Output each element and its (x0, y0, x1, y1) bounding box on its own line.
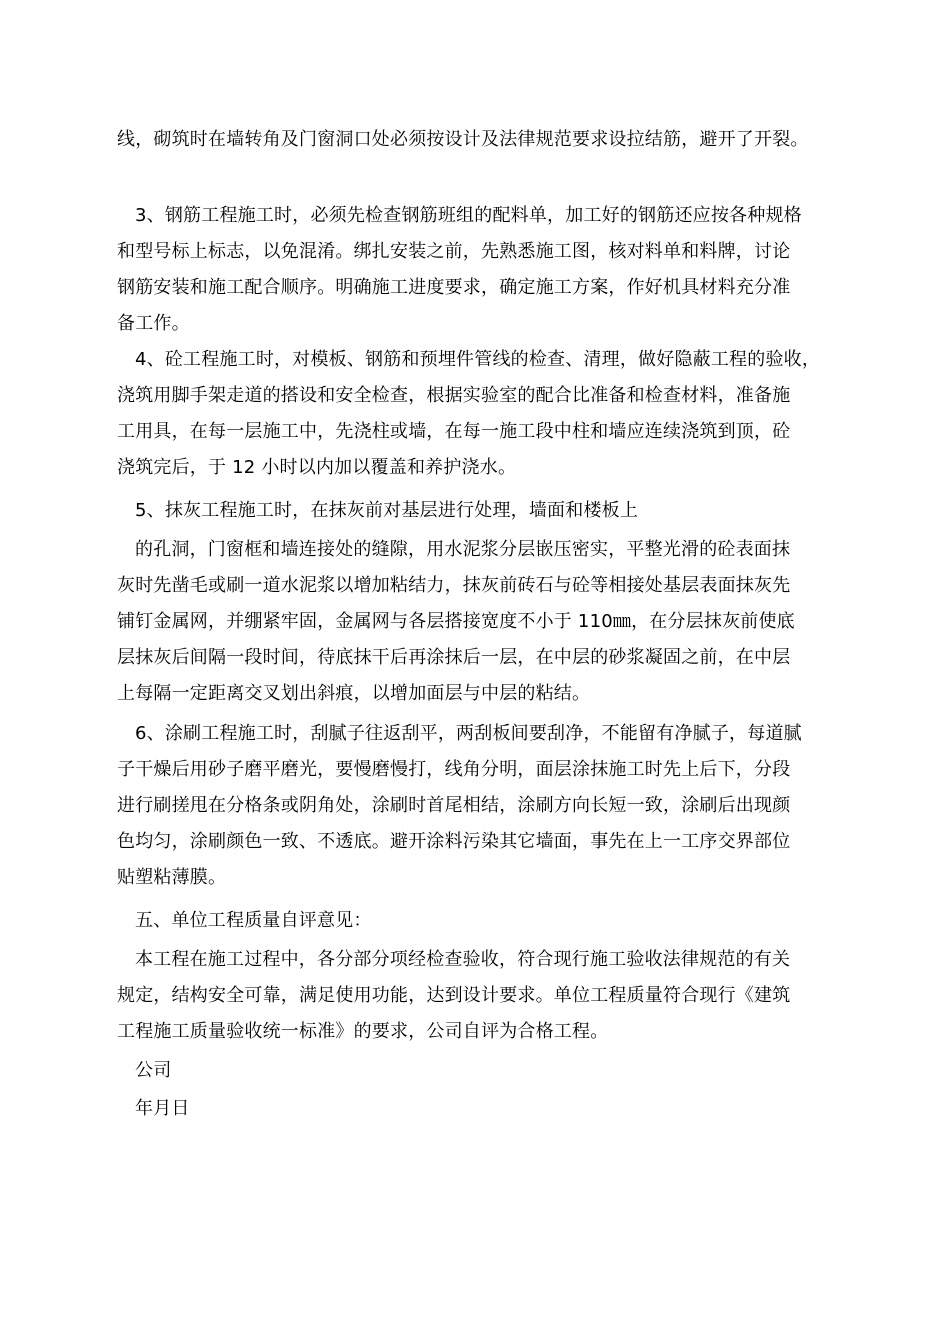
paragraph-line: 6、涂刷工程施工时，刮腻子往返刮平，两刮板间要刮净，不能留有净腻子，每道腻 (135, 723, 802, 744)
paragraph-line: 工用具，在每一层施工中，先浇柱或墙，在每一施工段中柱和墙应连续浇筑到顶，砼 (117, 421, 791, 442)
signature-date: 年月日 (135, 1098, 190, 1119)
paragraph-line: 层抹灰后间隔一段时间，待底抹干后再涂抹后一层，在中层的砂浆凝固之前，在中层 (117, 647, 791, 668)
paragraph-line: 灰时先凿毛或刷一道水泥浆以增加粘结力，抹灰前砖石与砼等相接处基层表面抹灰先 (117, 575, 791, 596)
paragraph-line: 4、砼工程施工时，对模板、钢筋和预埋件管线的检查、清理，做好隐蔽工程的验收， (135, 349, 821, 370)
paragraph-line: 和型号标上标志，以免混淆。绑扎安装之前，先熟悉施工图，核对料单和料牌，讨论 (117, 241, 791, 262)
paragraph-line: 线，砌筑时在墙转角及门窗洞口处必须按设计及法律规范要求设拉结筋，避开了开裂。 (117, 129, 809, 150)
paragraph-line: 规定，结构安全可靠，满足使用功能，达到设计要求。单位工程质量符合现行《建筑 (117, 985, 791, 1006)
paragraph-line: 浇筑完后，于 12 小时以内加以覆盖和养护浇水。 (117, 457, 517, 478)
paragraph-line: 浇筑用脚手架走道的搭设和安全检查，根据实验室的配合比准备和检查材料，准备施 (117, 385, 791, 406)
paragraph-line: 铺钉金属网，并绷紧牢固，金属网与各层搭接宽度不小于 110㎜，在分层抹灰前使底 (117, 611, 795, 632)
paragraph-line: 5、抹灰工程施工时，在抹灰前对基层进行处理，墙面和楼板上 (135, 500, 639, 521)
paragraph-line: 贴塑粘薄膜。 (117, 867, 227, 888)
paragraph-line: 上每隔一定距离交叉划出斜痕，以增加面层与中层的粘结。 (117, 683, 591, 704)
paragraph-line: 的孔洞，门窗框和墙连接处的缝隙，用水泥浆分层嵌压密实，平整光滑的砼表面抹 (135, 539, 791, 560)
section-heading: 五、单位工程质量自评意见： (135, 910, 372, 931)
paragraph-line: 钢筋安装和施工配合顺序。明确施工进度要求，确定施工方案，作好机具材料充分准 (117, 277, 791, 298)
paragraph-line: 子干燥后用砂子磨平磨光，要慢磨慢打，线角分明，面层涂抹施工时先上后下，分段 (117, 759, 791, 780)
signature-company: 公司 (135, 1060, 172, 1081)
paragraph-line: 进行刷搓甩在分格条或阴角处，涂刷时首尾相结，涂刷方向长短一致，涂刷后出现颜 (117, 795, 791, 816)
paragraph-line: 3、钢筋工程施工时，必须先检查钢筋班组的配料单，加工好的钢筋还应按各种规格 (135, 205, 802, 226)
paragraph-line: 色均匀，涂刷颜色一致、不透底。避开涂料污染其它墙面，事先在上一工序交界部位 (117, 831, 791, 852)
paragraph-line: 备工作。 (117, 313, 190, 334)
paragraph-line: 工程施工质量验收统一标准》的要求，公司自评为合格工程。 (117, 1021, 609, 1042)
paragraph-line: 本工程在施工过程中，各分部分项经检查验收，符合现行施工验收法律规范的有关 (135, 949, 791, 970)
